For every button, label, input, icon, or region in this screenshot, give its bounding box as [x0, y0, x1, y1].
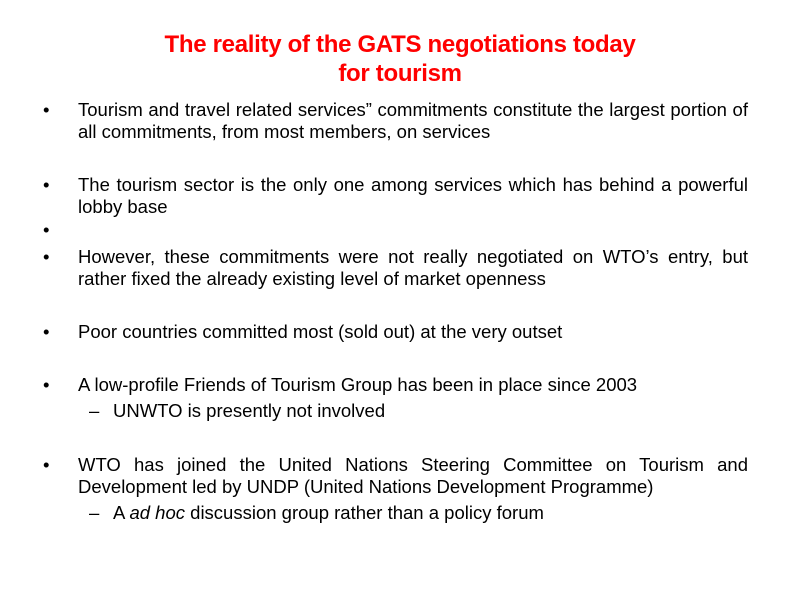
bullet-item	[0, 174, 748, 218]
sub-bullet-text-pre: A	[113, 502, 130, 523]
sub-bullet-marker: –	[89, 502, 100, 523]
bullet-marker: •	[43, 321, 50, 342]
bullet-marker: •	[43, 454, 50, 475]
sub-bullet-text-italic: ad hoc	[129, 502, 186, 523]
slide-title	[0, 30, 800, 88]
sub-bullet-item	[0, 400, 753, 422]
bullet-list	[0, 99, 800, 524]
bullet-marker: •	[43, 174, 50, 195]
bullet-text: The tourism sector is the only one among services which has behind a powerful lobby base	[78, 174, 748, 217]
bullet-marker: •	[43, 374, 50, 395]
bullet-item	[0, 246, 748, 290]
bullet-item-empty	[0, 219, 748, 241]
bullet-marker: •	[43, 246, 50, 267]
slide-title-line-2: for tourism	[338, 60, 462, 87]
bullet-item	[0, 321, 748, 343]
bullet-marker: •	[43, 99, 50, 120]
bullet-text: However, these commitments were not really negotiated on WTO’s entry, but rather fixed the already existing level of market openness	[78, 246, 748, 289]
bullet-text	[78, 219, 748, 241]
bullet-item	[0, 374, 748, 396]
sub-bullet-item	[0, 502, 753, 524]
bullet-text: Tourism and travel related services” commitments constitute the largest portion of all commitments, from most members, on services	[78, 99, 748, 142]
bullet-marker: •	[43, 219, 50, 240]
bullet-item	[0, 454, 748, 498]
slide-title-line-1: The reality of the GATS negotiations today	[164, 31, 636, 58]
sub-bullet-text-post: discussion group rather than a policy forum	[185, 502, 544, 523]
bullet-text: Poor countries committed most (sold out) at the very outset	[78, 321, 563, 342]
sub-bullet-text: UNWTO is presently not involved	[113, 400, 386, 421]
bullet-text: WTO has joined the United Nations Steering Committee on Tourism and Development led by UNDP (United Nations Development Programme)	[78, 454, 748, 497]
sub-bullet-marker: –	[89, 400, 100, 421]
bullet-text: A low-profile Friends of Tourism Group has been in place since 2003	[78, 374, 638, 395]
bullet-item	[0, 99, 748, 143]
